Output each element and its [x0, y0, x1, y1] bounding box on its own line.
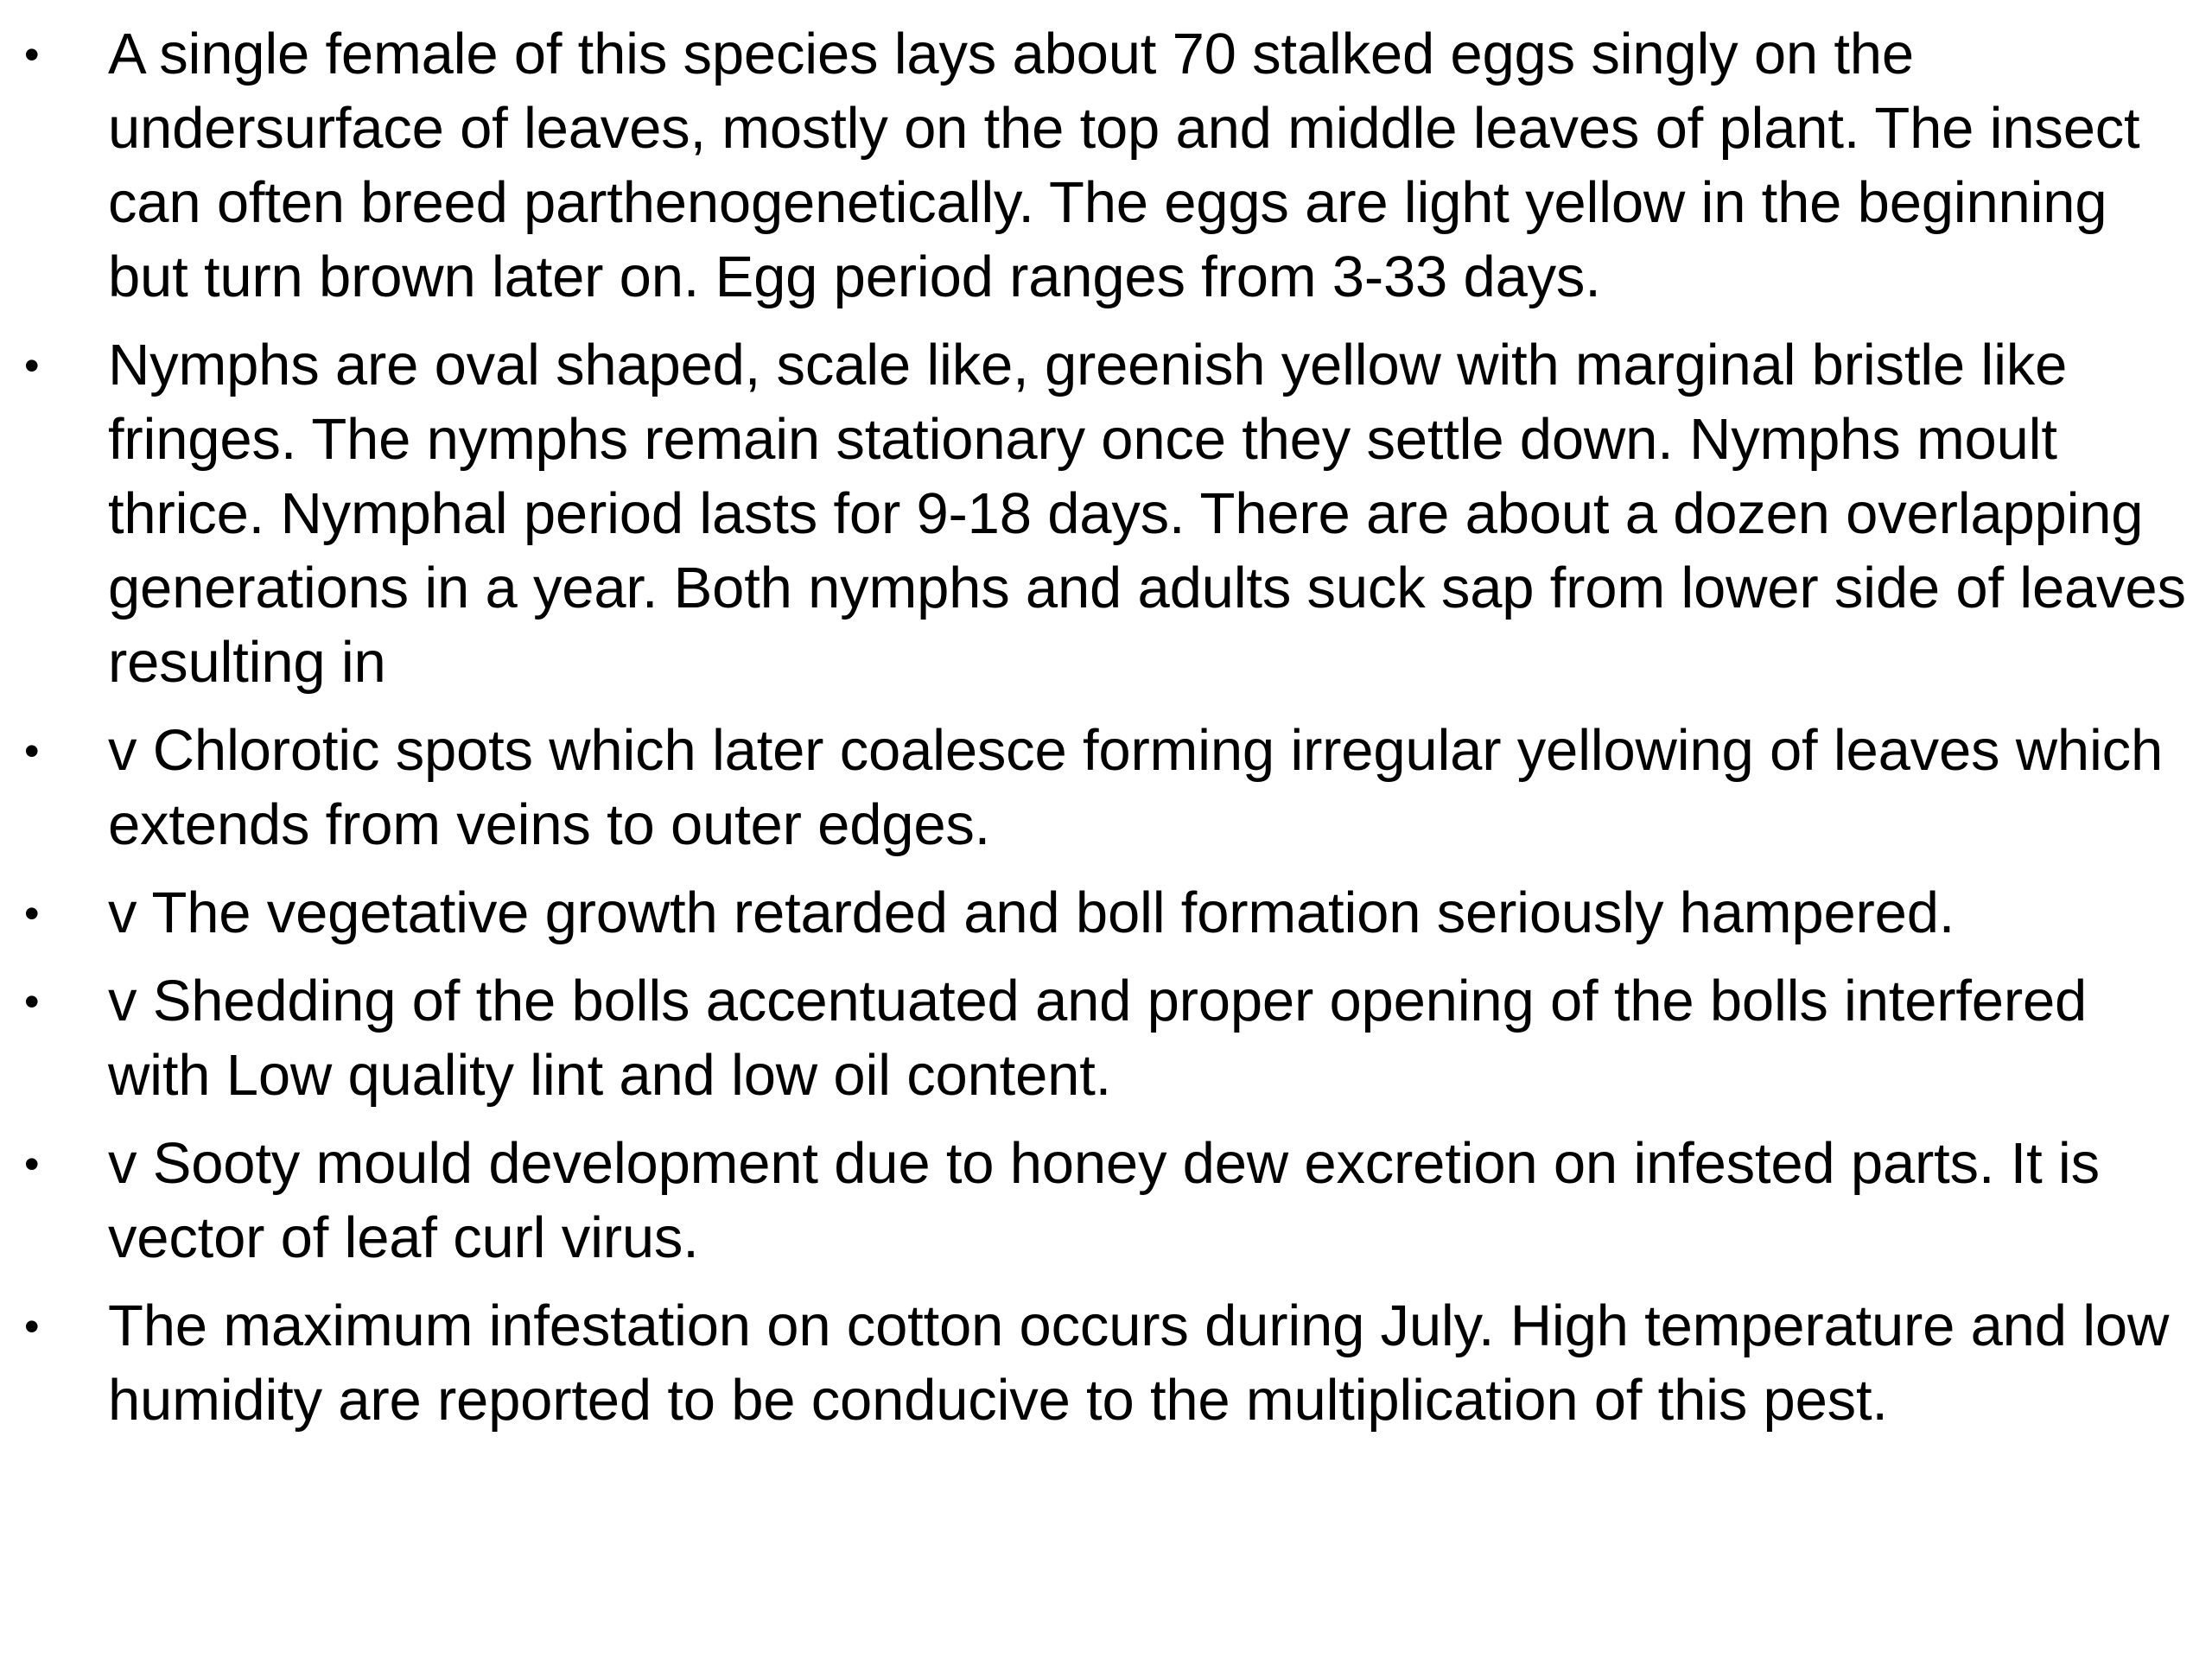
- bullet-marker: •: [24, 727, 40, 775]
- bullet-item-vegetative-growth: [0, 876, 2212, 950]
- bullet-marker: •: [24, 30, 40, 79]
- bullet-marker: •: [24, 341, 40, 390]
- bullet-marker: •: [24, 1302, 40, 1351]
- bullet-item-boll-shedding: [0, 964, 2212, 1113]
- bullet-text: v The vegetative growth retarded and boll formation seriously hampered.: [108, 880, 1955, 945]
- bullet-item-sooty-mould: [0, 1127, 2212, 1275]
- bullet-item-nymphs: [0, 328, 2212, 700]
- bullet-text: v Chlorotic spots which later coalesce forming irregular yellowing of leaves which extends from veins to outer edges.: [108, 718, 2164, 857]
- bullet-item-maximum-infestation: [0, 1289, 2212, 1438]
- bullet-marker: •: [24, 1140, 40, 1188]
- bullet-text: v Sooty mould development due to honey dew excretion on infested parts. It is vector of leaf curl virus.: [108, 1131, 2100, 1270]
- bullet-item-egg-laying: [0, 17, 2212, 315]
- bullet-marker: •: [24, 977, 40, 1026]
- bullet-text: The maximum infestation on cotton occurs during July. High temperature and low humidity are reported to be conducive to the multiplication of this pest.: [108, 1294, 2170, 1433]
- bullet-marker: •: [24, 889, 40, 938]
- bullet-text: A single female of this species lays about 70 stalked eggs singly on the undersurface of leaves, mostly on the top and middle leaves of plant. The insect can often breed parthenogenetically. The eggs are light yellow in the beginning but turn brown later on. Egg period ranges from 3-33 days.: [108, 22, 2140, 309]
- bullet-text: Nymphs are oval shaped, scale like, greenish yellow with marginal bristle like fringes. The nymphs remain stationary once they settle down. Nymphs moult thrice. Nymphal period lasts for 9-18 days. There are about a dozen overlapping generations in a year. Both nymphs and adults suck sap from lower side of leaves resulting in: [108, 333, 2186, 695]
- bullet-list: [0, 17, 2212, 1452]
- bullet-item-chlorotic-spots: [0, 714, 2212, 862]
- bullet-text: v Shedding of the bolls accentuated and proper opening of the bolls interfered with Low quality lint and low oil content.: [108, 969, 2088, 1108]
